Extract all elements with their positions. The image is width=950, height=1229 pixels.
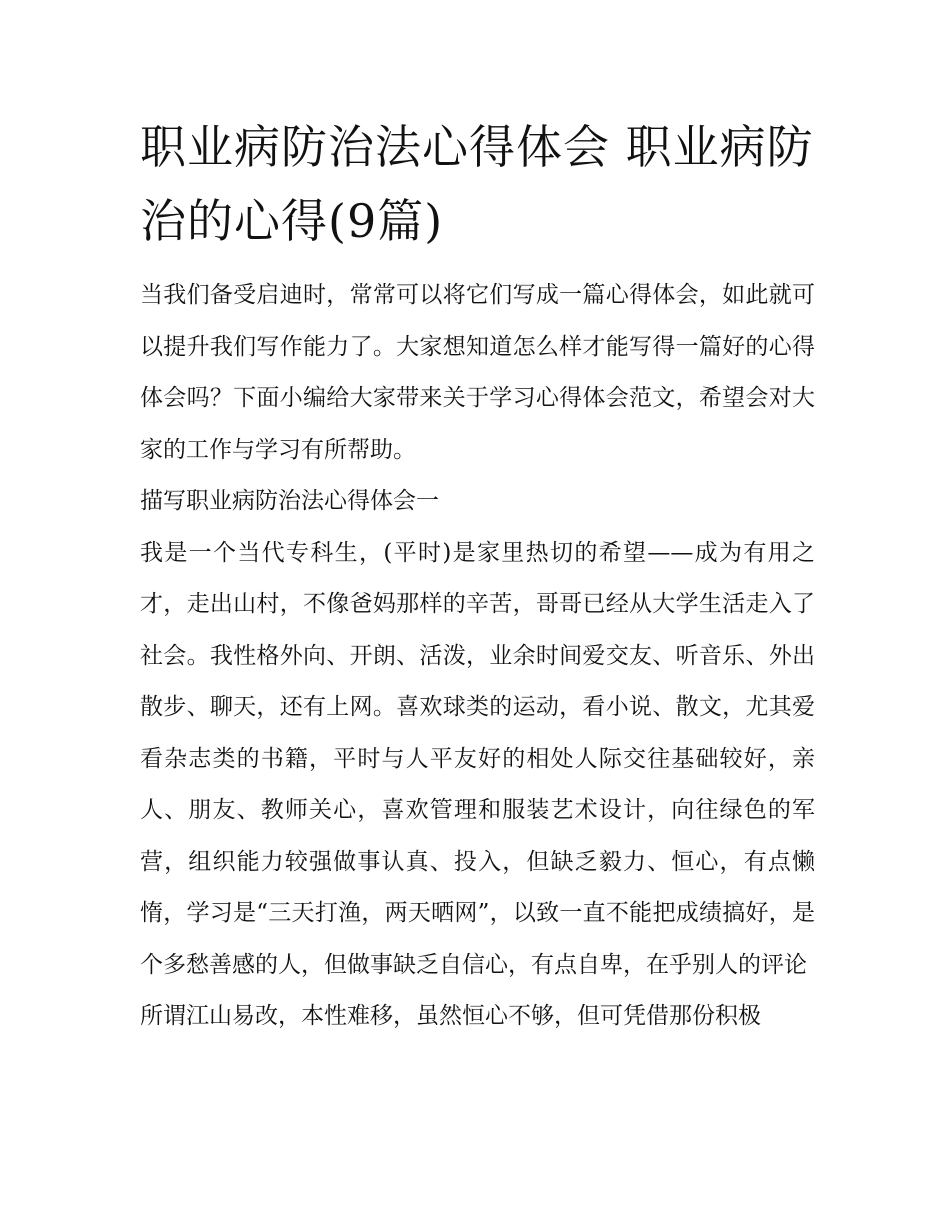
body-paragraph-1: 我是一个当代专科生，(平时)是家里热切的希望——成为有用之才，走出山村，不像爸妈那样的辛苦，哥哥已经从大学生活走入了社会。我性格外向、开朗、活泼，业余时间爱交友、听音乐、外出散步、聊天，还有上网。喜欢球类的运动，看小说、散文，尤其爱看杂志类的书籍，平时与人平友好的相处人际交往基础较好，亲人、朋友、教师关心，喜欢管理和服装艺术设计，向往绿色的军营，组织能力较强做事认真、投入，但缺乏毅力、恒心，有点懒惰，学习是“三天打渔，两天晒网”，以致一直不能把成绩搞好，是个多愁善感的人，但做事缺乏自信心，有点自卑，在乎别人的评论 — [140, 539, 815, 978]
document-body — [140, 270, 815, 1043]
section-heading: 描写职业病防治法心得体会一 — [140, 488, 439, 514]
intro-paragraph: 当我们备受启迪时，常常可以将它们写成一篇心得体会，如此就可以提升我们写作能力了。大家想知道怎么样才能写得一篇好的心得体会吗？下面小编给大家带来关于学习心得体会范文，希望会对大家的工作与学习有所帮助。 — [140, 282, 815, 463]
document-page — [140, 110, 815, 1043]
body-paragraph-2: 所谓江山易改，本性难移，虽然恒心不够，但可凭借那份积极 — [140, 1003, 761, 1029]
document-title: 职业病防治法心得体会 职业病防治的心得(9篇) — [140, 120, 814, 248]
